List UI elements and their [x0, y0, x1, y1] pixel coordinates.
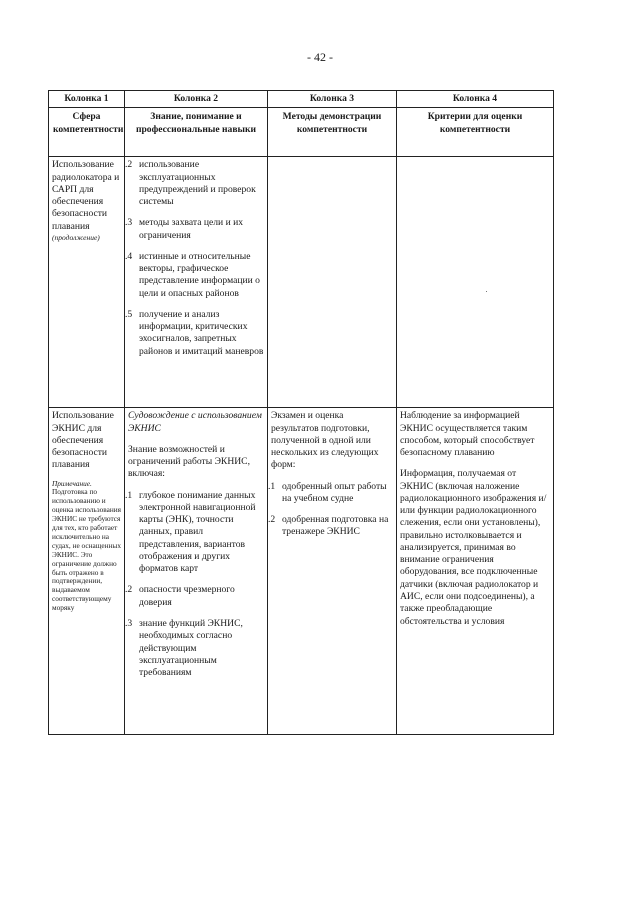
section-intro: Знание возможностей и ограничений работы ЭКНИС, включая:: [128, 443, 250, 480]
item-text: методы захвата цели и их ограничения: [139, 217, 244, 241]
header-competence-area: Сфера компетентности: [49, 108, 125, 157]
competence-title: Использование радиолокатора и САРП для обеспечения безопасности плавания: [52, 159, 120, 232]
row1-col2: [125, 157, 268, 408]
list-item: [125, 584, 264, 609]
header-row: [49, 108, 554, 157]
table-row: [49, 157, 554, 408]
item-text: получение и анализ информации, критических эхосигналов, запретных районов и имитаций маневров: [139, 308, 264, 357]
item-number: .1: [268, 480, 276, 492]
list-item: [125, 250, 264, 300]
item-number: .1: [125, 489, 133, 501]
item-text: одобренная подготовка на тренажере ЭКНИС: [282, 514, 389, 538]
row2-col4: [397, 408, 554, 735]
list-item: [125, 617, 264, 679]
list-item: [125, 217, 264, 242]
item-text: одобренный опыт работы на учебном судне: [282, 480, 387, 504]
header-knowledge: Знание, понимание и профессиональные навыки: [125, 108, 268, 157]
item-number: .4: [125, 250, 133, 262]
note-text: Подготовка по использованию и оценка использования ЭКНИС не требуются для тех, кто работает исключительно на судах, не оснащенных ЭКНИС. Это ограничение должно быть отражено в подтверждении, выдаваемом соответствующему моряку: [52, 487, 122, 613]
note: [52, 480, 121, 613]
column-name-1: Колонка 1: [49, 91, 125, 108]
item-text: знание функций ЭКНИС, необходимых согласно действующим эксплуатационным требованиям: [139, 617, 243, 679]
criteria-paragraph-1: Наблюдение за информацией ЭКНИС осуществляется таким способом, который способствует безопасному плаванию: [400, 410, 535, 459]
page-number: - 42 -: [307, 50, 333, 64]
item-number: .2: [268, 514, 276, 526]
continuation-note: (продолжение): [52, 232, 100, 242]
scan-speck: [486, 291, 487, 292]
criteria-paragraph-2: Информация, получаемая от ЭКНИС (включая наложение радиолокационного изображения и/или функции радиолокационного слежения, если они установлены), правильно истолковывается и анализируется, принимая во внимание ограничения оборудования, все подключенные датчики (включая радиолокатор и АИС, если они подсоединены), а также преобладающие обстоятельства и условия: [400, 468, 547, 627]
item-number: .5: [125, 308, 133, 320]
note-label: Примечание.: [52, 478, 92, 488]
list-item: [268, 480, 393, 506]
item-text: использование эксплуатационных предупреждений и проверок системы: [139, 159, 256, 208]
column-name-3: Колонка 3: [268, 91, 397, 108]
item-text: опасности чрезмерного доверия: [139, 584, 235, 608]
item-number: .3: [125, 617, 133, 629]
item-number: .3: [125, 217, 133, 229]
methods-intro: Экзамен и оценка результатов подготовки, полученной в одной или нескольких из следующих форм:: [271, 410, 379, 471]
list-item: [125, 489, 264, 576]
row2-col1: [49, 408, 125, 735]
section-subtitle: Судовождение с использованием ЭКНИС: [128, 410, 262, 434]
competence-table: [48, 90, 554, 735]
header-demonstration-methods: Методы демонстрации компетентности: [268, 108, 397, 157]
row1-col4: [397, 157, 554, 408]
list-item: [125, 159, 264, 208]
competence-title: Использование ЭКНИС для обеспечения безопасности плавания: [52, 410, 114, 471]
column-names-row: [49, 91, 554, 108]
row2-col3: [268, 408, 397, 735]
header-evaluation-criteria: Критерии для оценки компетентности: [397, 108, 554, 157]
row1-col3: [268, 157, 397, 408]
item-number: .2: [125, 584, 133, 596]
row1-col1: [49, 157, 125, 408]
list-item: [268, 514, 393, 539]
item-text: истинные и относительные векторы, графическое представление информации о цели и опасных районов: [139, 250, 260, 299]
item-text: глубокое понимание данных электронной навигационной карты (ЭНК), точности данных, правил представления, вариантов отображения и других форматов карт: [139, 489, 256, 575]
table-row: [49, 408, 554, 735]
item-number: .2: [125, 159, 133, 171]
column-name-2: Колонка 2: [125, 91, 268, 108]
row2-col2: [125, 408, 268, 735]
list-item: [125, 308, 264, 358]
column-name-4: Колонка 4: [397, 91, 554, 108]
